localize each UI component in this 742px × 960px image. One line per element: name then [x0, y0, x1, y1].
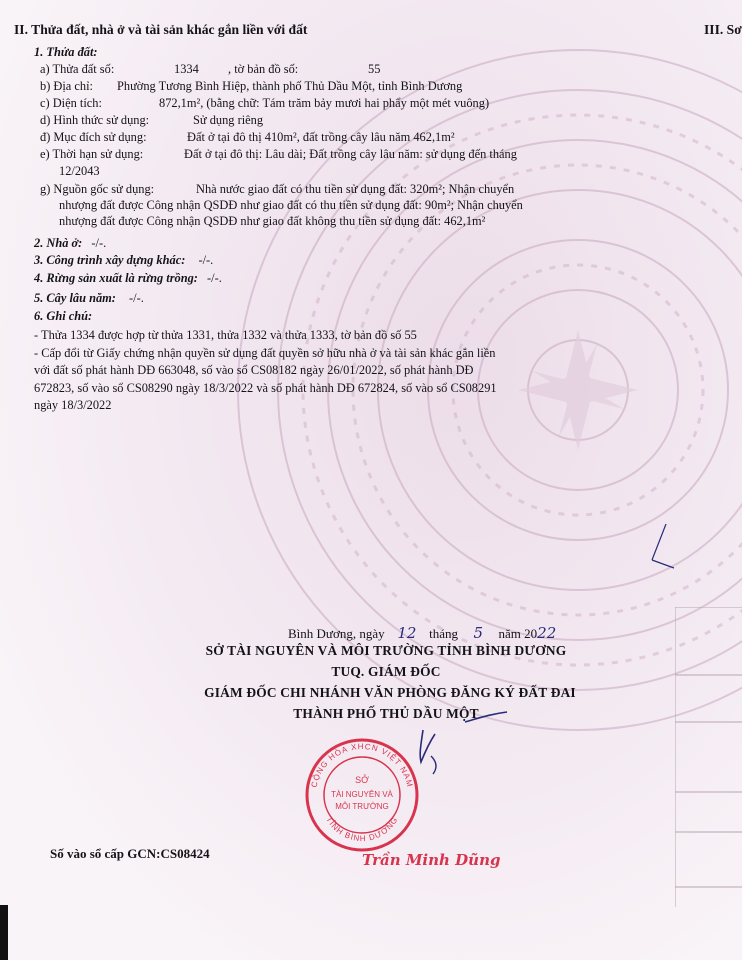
trees-label: 5. Cây lâu năm:: [34, 291, 116, 305]
usage-form-label: d) Hình thức sử dụng:: [40, 113, 150, 127]
note-line-4: 672823, số vào sổ CS08290 ngày 18/3/2022 và số phát hành DĐ 672824, số vào sổ CS08291: [34, 381, 497, 395]
svg-text:TỈNH BÌNH DƯƠNG: [324, 815, 399, 843]
area-label: c) Diện tích:: [40, 96, 102, 110]
date-month: 5: [473, 624, 484, 642]
forest-label: 4. Rừng sản xuất là rừng trồng:: [34, 271, 198, 285]
parcel-number-label: a) Thửa đất số:: [40, 62, 115, 76]
date-year: 22: [537, 624, 557, 642]
agency-line-4: THÀNH PHỐ THỦ DẦU MỘT: [293, 706, 479, 721]
address-label: b) Địa chỉ:: [40, 79, 93, 93]
agency-line-1: SỞ TÀI NGUYÊN VÀ MÔI TRƯỜNG TỈNH BÌNH DƯƠNG: [205, 643, 567, 658]
note-line-1: - Thửa 1334 được hợp từ thửa 1331, thửa 1332 và thửa 1333, tờ bản đồ số 55: [34, 328, 417, 342]
house-label: 2. Nhà ở:: [34, 236, 83, 250]
area-value: 872,1m², (bằng chữ: Tám trăm bảy mươi hai phẩy một mét vuông): [159, 96, 490, 110]
origin-value-cont-2: nhượng đất được Công nhận QSDĐ như giao đất không thu tiền sử dụng đất: 462,1m²: [59, 214, 486, 228]
date-prefix: Bình Dương, ngày: [288, 626, 385, 641]
construction-value: -/-.: [198, 253, 214, 267]
agency-line-3: GIÁM ĐỐC CHI NHÁNH VĂN PHÒNG ĐĂNG KÝ ĐẤT ĐAI: [204, 685, 576, 700]
usage-purpose-label: đ) Mục đích sử dụng:: [40, 130, 147, 144]
date-day: 12: [397, 624, 417, 642]
section-title: II. Thửa đất, nhà ở và tài sản khác gắn liền với đất: [14, 22, 308, 37]
forest-value: -/-.: [207, 271, 222, 285]
registry-row: [50, 846, 210, 862]
seal-line-1: TÀI NGUYÊN VÀ: [331, 790, 393, 799]
usage-form-value: Sử dụng riêng: [193, 113, 264, 127]
address-value: Phường Tương Bình Hiệp, thành phố Thủ Dầu Một, tỉnh Bình Dương: [117, 79, 463, 93]
house-row: [34, 235, 106, 251]
usage-purpose-value: Đất ở tại đô thị 410m², đất trồng cây lâu năm 462,1m²: [187, 130, 455, 144]
house-value: -/-.: [91, 236, 107, 250]
seal-so: SỞ: [355, 775, 369, 785]
origin-label: g) Nguồn gốc sử dụng:: [40, 182, 155, 196]
registry-label: Số vào sổ cấp GCN:: [50, 846, 161, 861]
seal-line-2: MÔI TRƯỜNG: [335, 802, 389, 811]
signature: [395, 700, 545, 790]
construction-label: 3. Công trình xây dựng khác:: [34, 253, 186, 267]
trees-value: -/-.: [129, 291, 144, 305]
usage-term-label: e) Thời hạn sử dụng:: [40, 147, 144, 161]
issue-date: [288, 625, 556, 642]
date-month-label: tháng: [429, 626, 459, 641]
origin-value: Nhà nước giao đất có thu tiền sử dụng đất: 320m²; Nhận chuyển: [196, 182, 515, 196]
seal-ring-top: CỘNG HÒA XHCN VIỆT NAM: [309, 741, 415, 789]
signer-name: Trần Minh Dũng: [362, 851, 501, 869]
scan-edge: [0, 905, 8, 960]
note-line-5: ngày 18/3/2022: [34, 398, 112, 412]
note-line-3: với đất số phát hành DĐ 663048, số vào sổ CS08182 ngày 26/01/2022, số phát hành DĐ: [34, 363, 474, 377]
next-section-title: III. Sơ: [704, 22, 742, 37]
usage-term-value: Đất ở tại đô thị: Lâu dài; Đất trồng cây lâu năm: sử dụng đến tháng: [184, 147, 517, 161]
map-sheet-number: 55: [368, 62, 381, 76]
forest-row: [34, 270, 222, 286]
seal-ring-bottom: TỈNH BÌNH DƯƠNG: [324, 815, 400, 844]
trees-row: [34, 290, 144, 306]
land-heading: 1. Thửa đất:: [34, 45, 98, 59]
construction-row: [34, 252, 213, 268]
notes-label: 6. Ghi chú:: [34, 309, 93, 323]
usage-term-value-cont: 12/2043: [59, 164, 100, 178]
agency-line-2: TUQ. GIÁM ĐỐC: [331, 664, 441, 679]
pen-mark: [630, 520, 680, 580]
note-line-2: - Cấp đổi từ Giấy chứng nhận quyền sử dụng đất quyền sở hữu nhà ở và tài sản khác gắn liền: [34, 346, 496, 360]
map-sheet-label: , tờ bản đồ số:: [228, 62, 299, 76]
origin-value-cont-1: nhượng đất được Công nhận QSDĐ như giao đất có thu tiền sử dụng đất: 90m²; Nhận chuyển: [59, 198, 523, 212]
parcel-number-value: 1334: [174, 62, 199, 76]
registry-value: CS08424: [160, 846, 210, 861]
date-year-label: năm 20: [498, 626, 538, 641]
